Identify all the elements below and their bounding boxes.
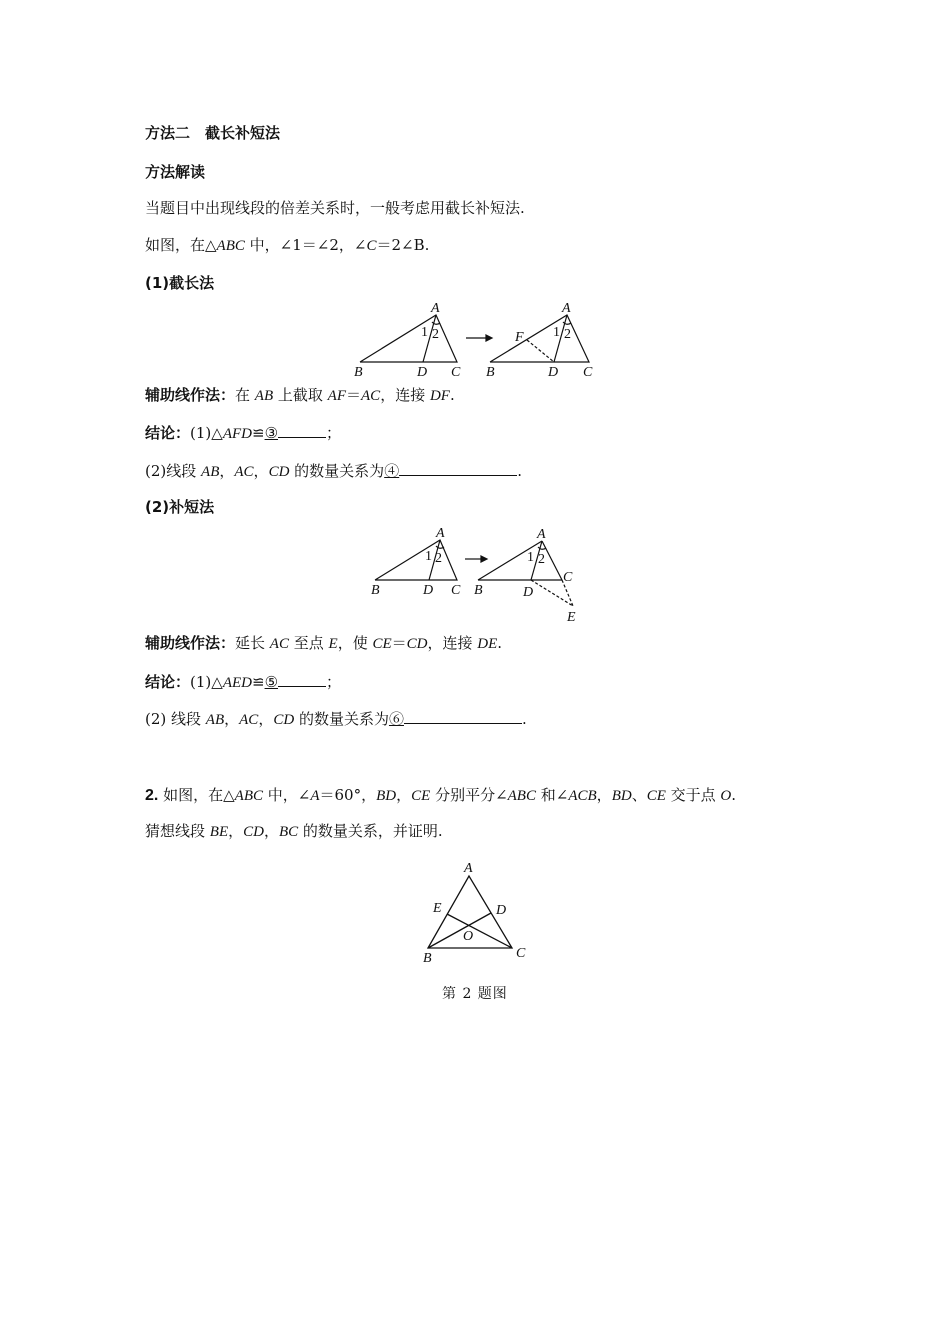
text: (2)线段 [145, 462, 202, 480]
seg-bd: BD [376, 788, 397, 804]
label-C: C [451, 365, 461, 380]
label-B: B [371, 583, 380, 598]
label-D: D [523, 585, 534, 600]
angle-acb: ACB [568, 788, 597, 804]
label-D: D [548, 365, 559, 380]
label-E: E [433, 901, 442, 916]
triangle-afd: AFD [222, 426, 252, 442]
angle-1: 1 [421, 325, 428, 340]
label-A: A [562, 301, 571, 316]
text: 分别平分∠ [430, 786, 508, 804]
seg-bd: BD [611, 788, 632, 804]
text: 中，∠ [263, 786, 311, 804]
angle-1: 1 [553, 325, 560, 340]
label-E: E [567, 610, 576, 625]
construction-label: 辅助线作法： [145, 634, 236, 652]
seg-cd: CD [406, 636, 428, 652]
text: . [449, 386, 455, 404]
congruent-symbol: ≌ [251, 673, 265, 691]
label-A: A [431, 301, 440, 316]
blank-marker-3: ③ [264, 424, 279, 442]
intro-text: 当题目中出现线段的倍差关系时，一般考虑用截长补短法. [145, 199, 525, 217]
angle-2: 2 [432, 327, 439, 342]
seg-ac: AC [361, 388, 381, 404]
seg-ce: CE [646, 788, 666, 804]
seg-bc: BC [278, 824, 299, 840]
text: . [517, 462, 522, 480]
angle-a: A [310, 788, 320, 804]
seg-af: AF [327, 388, 346, 404]
seg-ab: AB [201, 464, 220, 480]
label-B: B [486, 365, 495, 380]
text: ，使 [337, 634, 373, 652]
angle-1: 1 [425, 549, 432, 564]
text: ， [596, 786, 612, 804]
text: 的数量关系，并证明. [298, 822, 443, 840]
text: ＝ [391, 634, 407, 652]
label-B: B [354, 365, 363, 380]
blank-marker-4: ④ [384, 462, 400, 480]
seg-ac: AC [239, 712, 259, 728]
seg-cd: CD [243, 824, 264, 840]
text: ， [224, 710, 240, 728]
blank-marker-5: ⑤ [264, 673, 279, 691]
label-B: B [474, 583, 483, 598]
given-suffix: ＝2∠B. [376, 236, 430, 254]
label-B: B [423, 951, 432, 966]
label-C: C [583, 365, 593, 380]
text: ， [263, 822, 279, 840]
point-e: E [328, 636, 338, 652]
text: . [731, 786, 737, 804]
given-prefix: 如图，在△ [145, 236, 217, 254]
text: (1)△ [190, 424, 223, 442]
label-C: C [563, 570, 573, 585]
construction-label: 辅助线作法： [145, 386, 236, 404]
seg-be: BE [209, 824, 229, 840]
text: ＝60°， [319, 786, 377, 804]
text: 和∠ [535, 786, 569, 804]
given-mid: 中，∠1＝∠2，∠ [244, 236, 367, 254]
text: (2) 线段 [145, 710, 206, 728]
text: 如图，在△ [158, 786, 235, 804]
text: . [497, 634, 503, 652]
label-F: F [515, 330, 524, 345]
method1-heading-text: (1)截长法 [145, 274, 215, 292]
seg-ce: CE [411, 788, 431, 804]
text: 延长 [235, 634, 270, 652]
seg-cd: CD [268, 464, 290, 480]
label-A: A [537, 527, 546, 542]
text: ， [396, 786, 412, 804]
text: ， [228, 822, 244, 840]
text: ； [326, 673, 342, 691]
seg-ab: AB [254, 388, 274, 404]
text: ＝ [346, 386, 362, 404]
seg-ce: CE [372, 636, 392, 652]
text: 、 [631, 786, 647, 804]
seg-cd: CD [273, 712, 295, 728]
section-title: 方法二 截长补短法 [145, 124, 281, 142]
congruent-symbol: ≌ [251, 424, 265, 442]
method2-heading-text: (2)补短法 [145, 498, 215, 516]
label-D: D [417, 365, 428, 380]
label-D: D [423, 583, 434, 598]
problem-number: 2. [145, 787, 159, 804]
label-C: C [451, 583, 461, 598]
blank-marker-6: ⑥ [388, 710, 404, 728]
conclusion-label: 结论： [145, 424, 191, 442]
given-triangle: ABC [216, 238, 245, 254]
text: ； [326, 424, 342, 442]
label-A: A [436, 526, 445, 541]
label-C: C [516, 946, 526, 961]
text: ，连接 [427, 634, 478, 652]
text: 在 [235, 386, 255, 404]
text: 交于点 [665, 786, 721, 804]
text: 猜想线段 [145, 822, 210, 840]
angle-2: 2 [538, 552, 545, 567]
seg-ab: AB [205, 712, 225, 728]
triangle-aed: AED [222, 675, 252, 691]
seg-df: DF [429, 388, 450, 404]
conclusion-label: 结论： [145, 673, 191, 691]
seg-ac: AC [234, 464, 254, 480]
text: 的数量关系为 [294, 710, 389, 728]
text: ， [219, 462, 235, 480]
text: ， [258, 710, 274, 728]
angle-2: 2 [435, 551, 442, 566]
figure-caption: 第 2 题图 [442, 986, 508, 1002]
text: 上截取 [273, 386, 328, 404]
text: (1)△ [190, 673, 223, 691]
angle-abc: ABC [507, 788, 536, 804]
text: 至点 [288, 634, 329, 652]
given-c: C [366, 238, 377, 254]
label-O: O [463, 929, 474, 944]
label-D: D [496, 903, 507, 918]
section-subtitle: 方法解读 [145, 163, 206, 181]
triangle-abc: ABC [234, 788, 263, 804]
label-A: A [464, 861, 473, 876]
seg-ac: AC [269, 636, 289, 652]
text: ， [253, 462, 269, 480]
text: ，连接 [380, 386, 430, 404]
point-o: O [720, 788, 732, 804]
angle-2: 2 [564, 327, 571, 342]
seg-de: DE [477, 636, 498, 652]
text: . [521, 710, 527, 728]
text: 的数量关系为 [289, 462, 385, 480]
angle-1: 1 [527, 550, 534, 565]
